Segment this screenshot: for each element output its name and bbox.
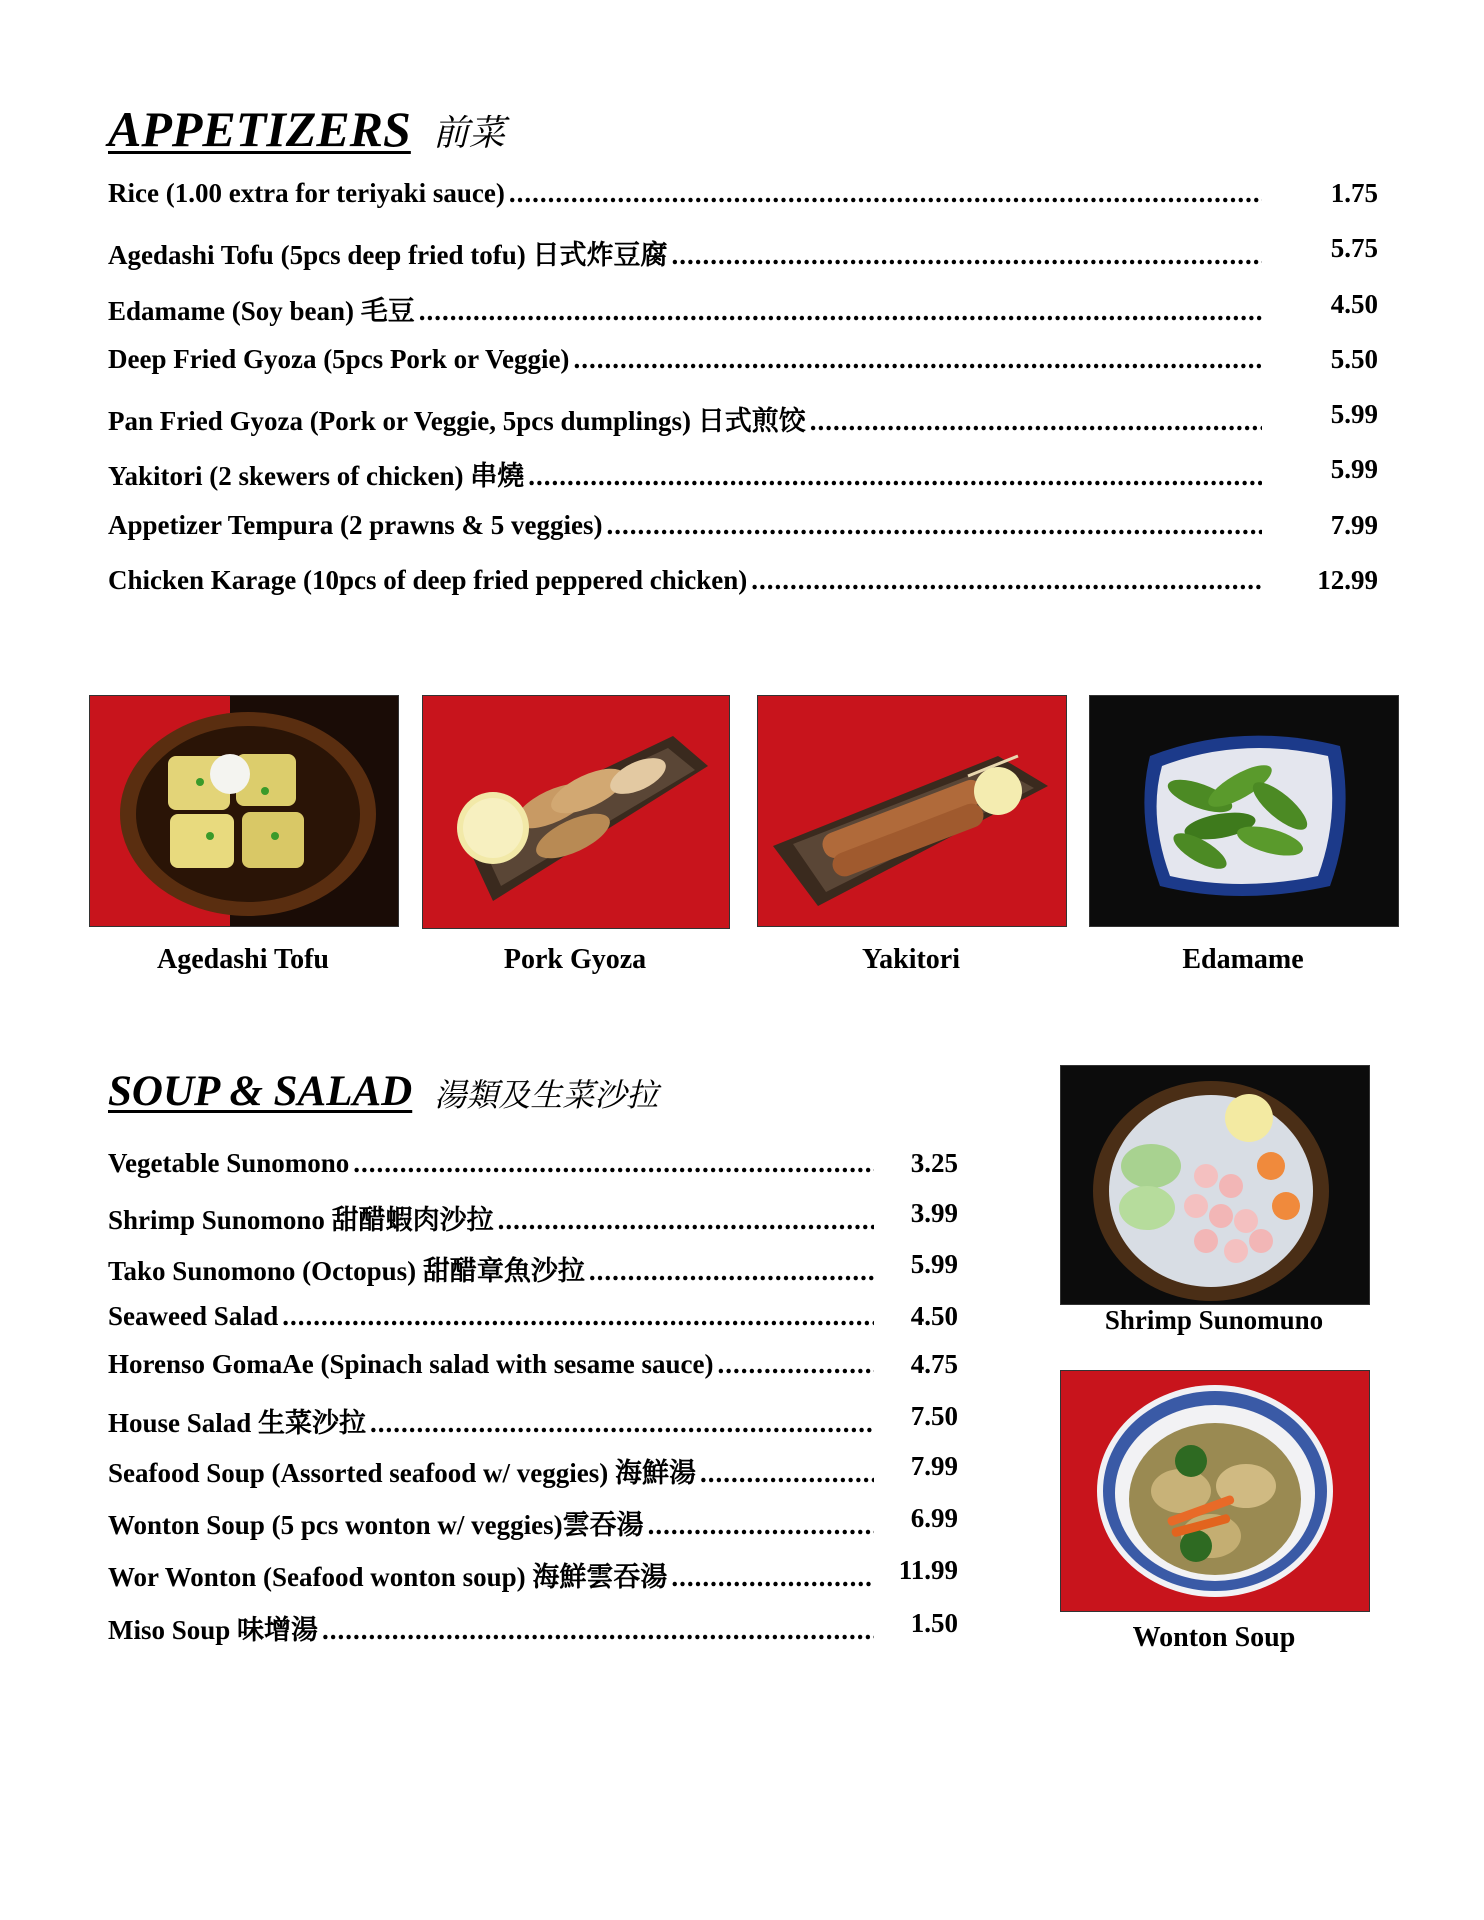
item-name: Seafood Soup (Assorted seafood w/ veggies) 海鮮湯 <box>108 1458 697 1488</box>
appetizers-heading <box>108 101 505 157</box>
item-price: 7.99 <box>1330 510 1378 540</box>
item-price: 12.99 <box>1317 565 1378 595</box>
leader-dots <box>498 1205 874 1236</box>
item-price: 3.99 <box>910 1198 958 1228</box>
item-price: 4.75 <box>910 1349 958 1379</box>
menu-item <box>108 1451 958 1491</box>
item-price: 7.50 <box>910 1401 958 1431</box>
leader-dots <box>528 461 1262 492</box>
yakitori-image <box>758 696 1066 926</box>
item-name: Edamame (Soy bean) 毛豆 <box>108 296 415 326</box>
leader-dots <box>700 1458 874 1489</box>
item-price: 5.99 <box>910 1249 958 1279</box>
item-price: 11.99 <box>898 1555 958 1585</box>
item-price: 1.50 <box>910 1608 958 1638</box>
item-name: Wor Wonton (Seafood wonton soup) 海鮮雲吞湯 <box>108 1562 668 1592</box>
pork-gyoza-caption: Pork Gyoza <box>503 944 647 975</box>
leader-dots <box>370 1408 874 1439</box>
leader-dots <box>751 565 1262 596</box>
item-price: 5.50 <box>1330 344 1378 374</box>
menu-item <box>108 1349 958 1389</box>
menu-item <box>108 1608 958 1648</box>
soup-salad-title: SOUP & SALAD <box>108 1068 413 1115</box>
yakitori-photo <box>757 695 1067 927</box>
menu-item <box>108 510 1378 550</box>
leader-dots <box>671 1562 874 1593</box>
item-price: 4.50 <box>910 1301 958 1331</box>
menu-item <box>108 1148 958 1188</box>
leader-dots <box>509 178 1262 209</box>
menu-item <box>108 178 1378 218</box>
menu-item <box>108 399 1378 439</box>
menu-item <box>108 233 1378 273</box>
item-price: 5.75 <box>1330 233 1378 263</box>
wonton-soup-image <box>1061 1371 1369 1611</box>
item-name: House Salad 生菜沙拉 <box>108 1408 367 1438</box>
leader-dots <box>672 240 1262 271</box>
yakitori-caption: Yakitori <box>862 944 960 975</box>
leader-dots <box>606 510 1262 541</box>
item-name: Yakitori (2 skewers of chicken) 串燒 <box>108 461 525 491</box>
item-price: 1.75 <box>1330 178 1378 208</box>
shrimp-sunomuno-caption: Shrimp Sunomuno <box>1104 1305 1324 1335</box>
menu-item <box>108 1401 958 1441</box>
item-price: 6.99 <box>910 1503 958 1533</box>
item-name: Chicken Karage (10pcs of deep fried peppered chicken) <box>108 565 748 595</box>
menu-item <box>108 565 1378 605</box>
leader-dots <box>718 1349 874 1380</box>
wonton-soup-caption: Wonton Soup <box>1132 1622 1296 1653</box>
soup-salad-title-zh: 湯類及生菜沙拉 <box>434 1076 659 1114</box>
item-name: Miso Soup 味增湯 <box>108 1615 319 1645</box>
appetizers-title: APPETIZERS <box>108 101 411 157</box>
item-name: Rice (1.00 extra for teriyaki sauce) <box>108 178 505 208</box>
item-price: 4.50 <box>1330 289 1378 319</box>
menu-item <box>108 289 1378 329</box>
soup-salad-heading <box>108 1070 658 1113</box>
item-name: Pan Fried Gyoza (Pork or Veggie, 5pcs dumplings) 日式煎饺 <box>108 406 806 436</box>
leader-dots <box>589 1256 874 1287</box>
leader-dots <box>810 406 1262 437</box>
menu-item <box>108 1198 958 1238</box>
leader-dots <box>419 296 1262 327</box>
appetizers-title-zh: 前菜 <box>432 113 505 154</box>
leader-dots <box>353 1148 874 1179</box>
agedashi-tofu-image <box>90 696 398 926</box>
item-name: Deep Fried Gyoza (5pcs Pork or Veggie) <box>108 344 570 374</box>
item-price: 3.25 <box>910 1148 958 1178</box>
item-name: Tako Sunomono (Octopus) 甜醋章魚沙拉 <box>108 1256 585 1286</box>
menu-item <box>108 1249 958 1289</box>
shrimp-sunomuno-image <box>1061 1066 1369 1304</box>
item-name: Appetizer Tempura (2 prawns & 5 veggies) <box>108 510 603 540</box>
leader-dots <box>648 1510 874 1541</box>
agedashi-tofu-photo <box>89 695 399 927</box>
menu-item <box>108 454 1378 494</box>
item-price: 5.99 <box>1330 454 1378 484</box>
shrimp-sunomuno-photo <box>1060 1065 1370 1305</box>
item-name: Seaweed Salad <box>108 1301 279 1331</box>
leader-dots <box>282 1301 874 1332</box>
item-name: Wonton Soup (5 pcs wonton w/ veggies)雲吞湯 <box>108 1510 644 1540</box>
edamame-photo <box>1089 695 1399 927</box>
wonton-soup-photo <box>1060 1370 1370 1612</box>
item-price: 5.99 <box>1330 399 1378 429</box>
menu-item <box>108 1503 958 1543</box>
pork-gyoza-image <box>423 696 729 928</box>
item-price: 7.99 <box>910 1451 958 1481</box>
agedashi-tofu-caption: Agedashi Tofu <box>157 944 329 975</box>
menu-item <box>108 1301 958 1341</box>
menu-item <box>108 1555 958 1595</box>
item-name: Agedashi Tofu (5pcs deep fried tofu) 日式炸豆腐 <box>108 240 668 270</box>
edamame-image <box>1090 696 1398 926</box>
item-name: Horenso GomaAe (Spinach salad with sesame sauce) <box>108 1349 714 1379</box>
menu-item <box>108 344 1378 384</box>
edamame-caption: Edamame <box>1182 944 1304 975</box>
item-name: Shrimp Sunomono 甜醋蝦肉沙拉 <box>108 1205 494 1235</box>
leader-dots <box>573 344 1262 375</box>
pork-gyoza-photo <box>422 695 730 929</box>
item-name: Vegetable Sunomono <box>108 1148 350 1178</box>
leader-dots <box>322 1615 874 1646</box>
